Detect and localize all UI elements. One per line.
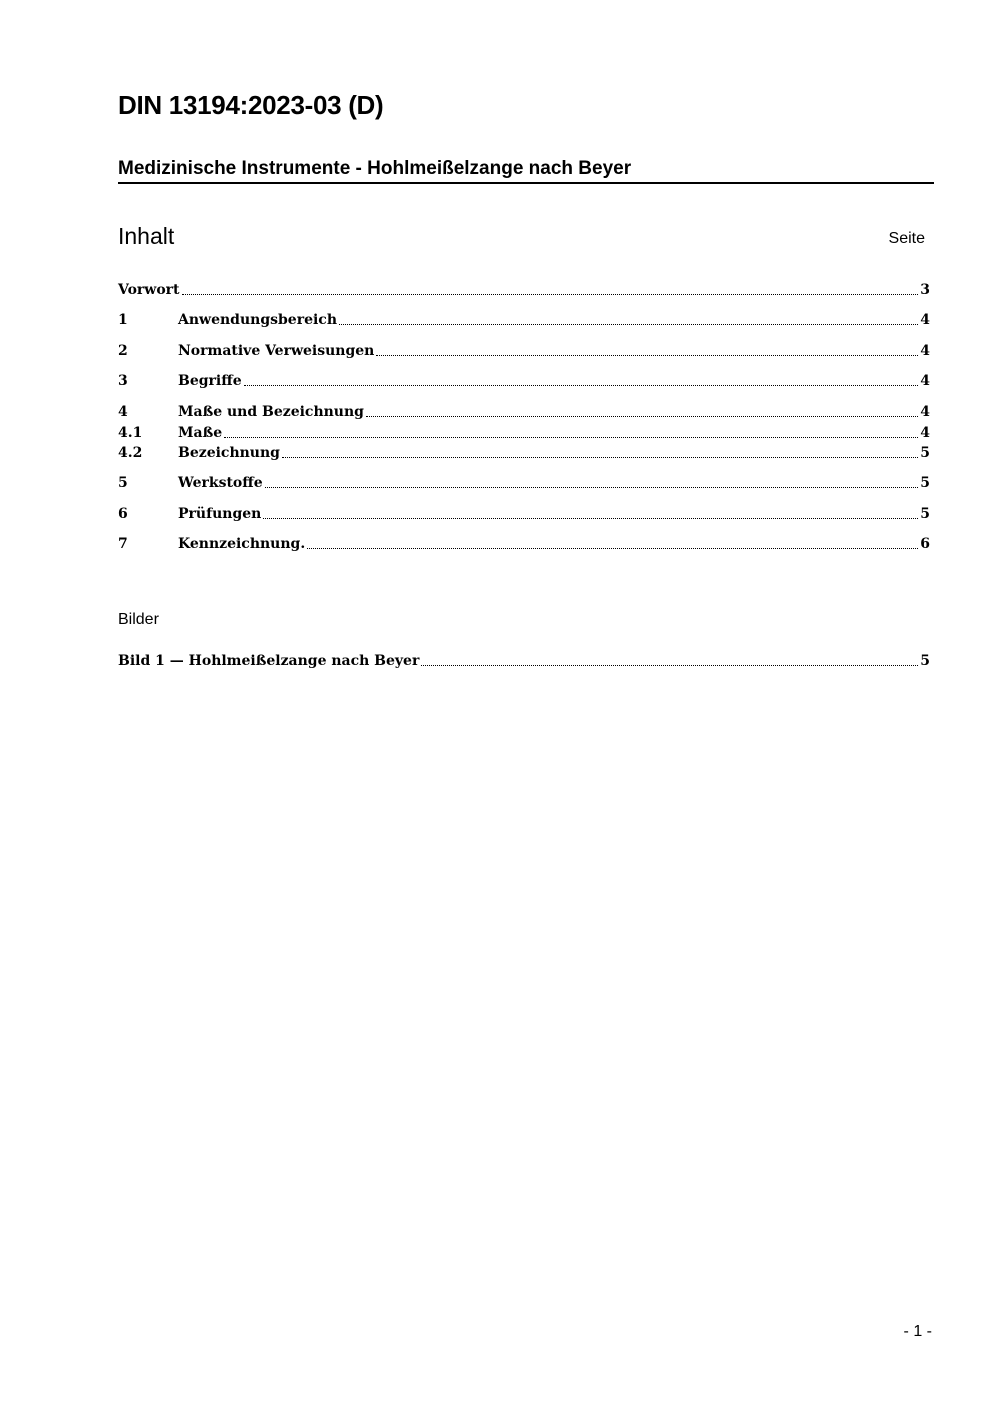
toc-entry-vorwort[interactable]: [118, 281, 930, 299]
toc-leader-dots: [339, 323, 918, 325]
toc-leader-dots: [182, 293, 919, 295]
toc-entry-page: 4: [920, 404, 930, 420]
toc-entry-4-2[interactable]: [118, 444, 930, 462]
toc-entry-page: 5: [920, 506, 930, 522]
toc-entry-6[interactable]: [118, 505, 930, 523]
toc-entry-label: Kennzeichnung.: [178, 536, 306, 552]
figures-heading: Bilder: [118, 611, 159, 628]
toc-entry-page: 5: [920, 445, 930, 461]
toc-entry-page: 4: [920, 425, 930, 441]
toc-entry-7[interactable]: [118, 535, 930, 553]
toc-leader-dots: [263, 517, 918, 519]
toc-entry-4[interactable]: [118, 403, 930, 421]
toc-entry-label: Maße und Bezeichnung: [178, 404, 364, 420]
toc-entry-label: Prüfungen: [178, 506, 262, 522]
page-column-label: Seite: [888, 230, 925, 247]
toc-leader-dots: [307, 547, 918, 549]
page-number: - 1 -: [903, 1323, 932, 1340]
toc-entry-label: Werkstoffe: [178, 475, 263, 491]
toc-entry-label: Anwendungsbereich: [178, 312, 337, 328]
toc-entry-label: Vorwort: [118, 282, 180, 298]
toc-entry-page: 4: [920, 373, 930, 389]
figure-entry-label: Bild 1 — Hohlmeißelzange nach Beyer: [118, 653, 420, 669]
toc-entry-page: 4: [920, 312, 930, 328]
toc-leader-dots: [282, 456, 918, 458]
toc-entry-page: 5: [920, 475, 930, 491]
toc-heading: Inhalt: [118, 223, 175, 249]
figure-entry-1[interactable]: [118, 652, 930, 670]
toc-entry-4-1[interactable]: [118, 424, 930, 442]
toc-entry-page: 6: [920, 536, 930, 552]
toc-leader-dots: [376, 354, 918, 356]
toc-leader-dots: [224, 436, 918, 438]
toc-leader-dots: [244, 384, 919, 386]
toc-entry-label: Bezeichnung: [178, 445, 280, 461]
toc-leader-dots: [421, 664, 918, 666]
toc-leader-dots: [265, 486, 919, 488]
toc-entry-number: 4.1: [118, 425, 143, 441]
toc-entry-number: 2: [118, 343, 128, 359]
toc-entry-page: 4: [920, 343, 930, 359]
toc-entry-label: Normative Verweisungen: [178, 343, 375, 359]
toc-entry-number: 6: [118, 506, 128, 522]
toc-entry-number: 4.2: [118, 445, 143, 461]
toc-entry-3[interactable]: [118, 372, 930, 390]
figure-entry-page: 5: [920, 653, 930, 669]
toc-entry-label: Begriffe: [178, 373, 242, 389]
toc-entry-number: 5: [118, 475, 128, 491]
toc-entry-number: 4: [118, 404, 128, 420]
toc-entry-5[interactable]: [118, 474, 930, 492]
toc-entry-2[interactable]: [118, 342, 930, 360]
toc-entry-1[interactable]: [118, 311, 930, 329]
toc-entry-number: 7: [118, 536, 128, 552]
toc-entry-page: 3: [920, 282, 930, 298]
toc-leader-dots: [366, 415, 918, 417]
toc-entry-number: 3: [118, 373, 128, 389]
toc-entry-number: 1: [118, 312, 128, 328]
document-title: Medizinische Instrumente - Hohlmeißelzange nach Beyer: [118, 158, 934, 184]
document-id: DIN 13194:2023-03 (D): [118, 90, 384, 120]
toc-entry-label: Maße: [178, 425, 223, 441]
